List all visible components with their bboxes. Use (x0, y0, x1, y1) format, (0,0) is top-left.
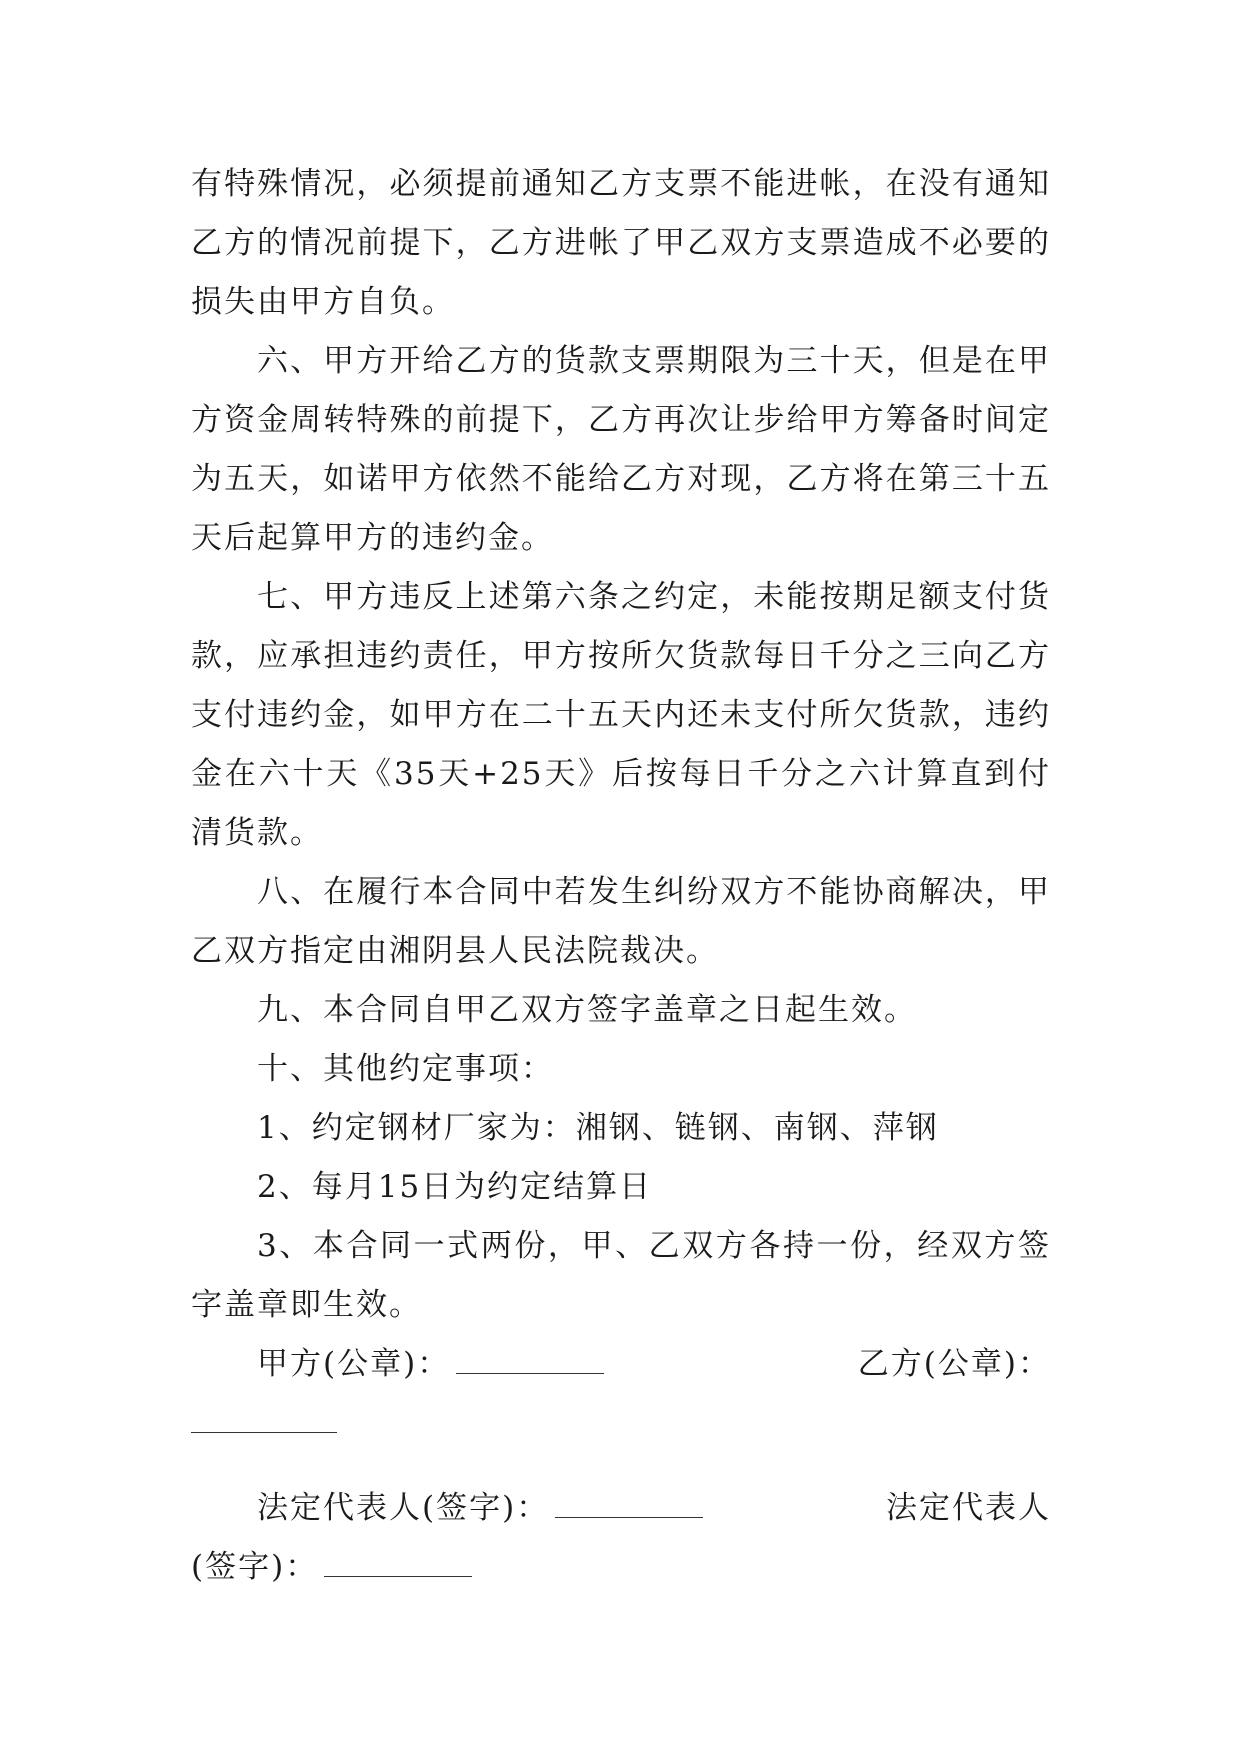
document-body (191, 155, 1051, 1597)
clause-7: 七、甲方违反上述第六条之约定，未能按期足额支付货款，应承担违约责任，甲方按所欠货款每日千分之三向乙方支付违约金，如甲方在二十五天内还未支付所欠货款，违约金在六十天《35天+25天》后按每日千分之六计算直到付清货款。 (191, 579, 1051, 851)
clause-8: 八、在履行本合同中若发生纠纷双方不能协商解决，甲乙双方指定由湘阴县人民法院裁决。 (191, 874, 1051, 969)
clause-10: 十、其他约定事项： (257, 1051, 554, 1087)
legal-rep-b-label: 法定代表人 (886, 1490, 1051, 1526)
legal-rep-a (257, 1479, 703, 1538)
legal-rep-row (191, 1479, 1051, 1538)
party-b-seal-line (191, 1394, 1051, 1453)
clause-9: 九、本合同自甲乙双方签字盖章之日起生效。 (257, 992, 917, 1028)
party-b-seal-blank (191, 1398, 337, 1433)
legal-rep-a-blank (555, 1483, 703, 1518)
legal-rep-a-label: 法定代表人(签字)： (257, 1490, 550, 1526)
seal-row (191, 1335, 1051, 1394)
legal-rep-b-blank (324, 1542, 472, 1577)
legal-rep-b-line (191, 1538, 1051, 1597)
legal-rep-b-sign-label: (签字)： (191, 1549, 319, 1585)
sub-item-1: 1、约定钢材厂家为：湘钢、链钢、南钢、萍钢 (257, 1110, 939, 1146)
clause-6: 六、甲方开给乙方的货款支票期限为三十天，但是在甲方资金周转特殊的前提下，乙方再次让步给甲方筹备时间定为五天，如诺甲方依然不能给乙方对现，乙方将在第三十五天后起算甲方的违约金。 (191, 343, 1051, 556)
sub-item-2: 2、每月15日为约定结算日 (257, 1169, 653, 1205)
party-a-seal-blank (456, 1339, 604, 1374)
party-a-seal (257, 1335, 604, 1394)
party-b-seal-label: 乙方(公章)： (857, 1346, 1051, 1382)
paragraph-continuation: 有特殊情况，必须提前通知乙方支票不能进帐，在没有通知乙方的情况前提下，乙方进帐了甲乙双方支票造成不必要的损失由甲方自负。 (191, 166, 1051, 320)
spacer (191, 1453, 1051, 1479)
sub-item-3: 3、本合同一式两份，甲、乙双方各持一份，经双方签字盖章即生效。 (191, 1228, 1051, 1323)
party-a-seal-label: 甲方(公章)： (257, 1346, 451, 1382)
